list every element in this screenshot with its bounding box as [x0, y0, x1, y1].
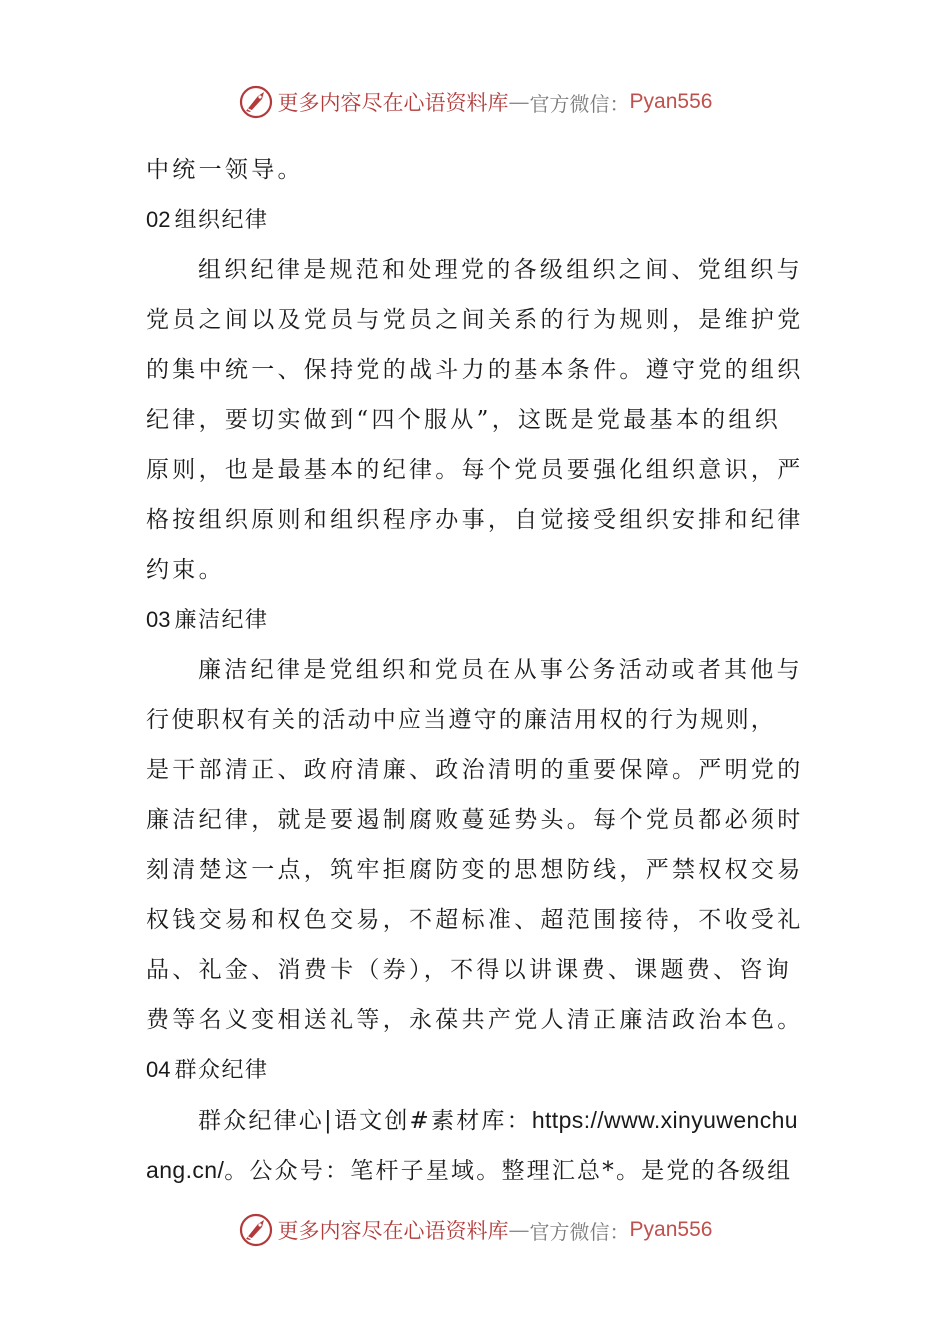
banner-wechat-id: Pyan556: [629, 90, 713, 113]
paragraph-line: 党员之间以及党员与党员之间关系的行为规则，是维护党: [146, 307, 804, 333]
paragraph-line: 费等名义变相送礼等，永葆共产党人清正廉洁政治本色。: [146, 1007, 804, 1033]
section-heading-04: [146, 1045, 806, 1095]
paragraph-line: 组织纪律是规范和处理党的各级组织之间、党组织与: [198, 257, 803, 283]
heading-number: 02: [146, 207, 171, 232]
section-heading-03: [146, 595, 806, 645]
banner-wechat-id: Pyan556: [629, 1218, 713, 1241]
url-text: https://www.xinyuwenchu: [531, 1107, 798, 1133]
banner-dash: —: [508, 1218, 530, 1242]
paragraph-line: 格按组织原则和组织程序办事，自觉接受组织安排和纪律: [146, 507, 804, 533]
paragraph-line: 廉洁纪律，就是要遏制腐败蔓延势头。每个党员都必须时: [146, 807, 804, 833]
section-heading-02: [146, 195, 806, 245]
paragraph-text: 。公众号：笔杆子星域。整理汇总*。是党的各级组: [224, 1158, 793, 1184]
header-watermark-banner: [0, 80, 950, 124]
heading-text: 群众纪律: [174, 1058, 269, 1083]
heading-number: 03: [146, 607, 171, 632]
banner-dash: —: [508, 90, 530, 114]
paragraph-line: 纪律，要切实做到“四个服从”，这既是党最基本的组织: [146, 407, 782, 433]
paragraph-line: 廉洁纪律是党组织和党员在从事公务活动或者其他与: [198, 657, 803, 683]
banner-official-label: 官方微信：: [529, 91, 630, 116]
paragraph-line: 行使职权有关的活动中应当遵守的廉洁用权的行为规则，: [146, 707, 776, 733]
pen-nib-circle-icon: [238, 1212, 274, 1248]
paragraph-text: 群众纪律心|语文创#素材库：: [198, 1108, 532, 1134]
paragraph-line: 品、礼金、消费卡（券），不得以讲课费、课题费、咨询: [146, 957, 792, 983]
paragraph-line: 权钱交易和权色交易，不超标准、超范围接待，不收受礼: [146, 907, 804, 933]
pen-nib-circle-icon: [238, 84, 274, 120]
paragraph-line: 刻清楚这一点，筑牢拒腐防变的思想防线，严禁权权交易: [146, 857, 804, 883]
document-body: [146, 145, 806, 1195]
banner-official-label: 官方微信：: [529, 1219, 630, 1244]
paragraph-line: [146, 1095, 806, 1145]
paragraph-line: 的集中统一、保持党的战斗力的基本条件。遵守党的组织: [146, 357, 804, 383]
paragraph-line: 约束。: [146, 557, 225, 583]
footer-watermark-banner: [0, 1208, 950, 1252]
heading-number: 04: [146, 1057, 171, 1082]
paragraph-line: [146, 1145, 806, 1195]
heading-text: 廉洁纪律: [174, 608, 269, 633]
paragraph-line: 原则，也是最基本的纪律。每个党员要强化组织意识，严: [146, 457, 804, 483]
heading-text: 组织纪律: [174, 208, 269, 233]
url-text: ang.cn/: [146, 1157, 225, 1183]
banner-title: 更多内容尽在心语资料库: [277, 91, 509, 115]
paragraph-line: 中统一领导。: [146, 157, 304, 183]
banner-title: 更多内容尽在心语资料库: [277, 1219, 509, 1243]
paragraph-line: 是干部清正、政府清廉、政治清明的重要保障。严明党的: [146, 757, 804, 783]
